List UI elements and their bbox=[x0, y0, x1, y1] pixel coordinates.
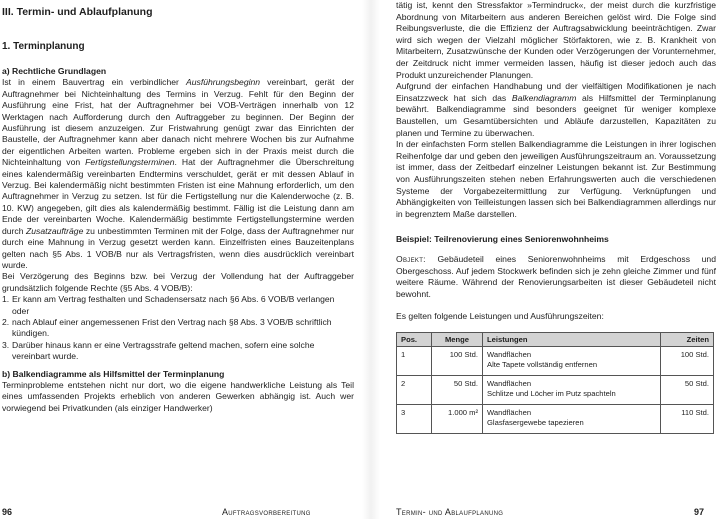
paragraph-object bbox=[396, 254, 716, 300]
rights-list bbox=[2, 294, 354, 362]
header-leistungen: Leistungen bbox=[483, 333, 661, 347]
table-row bbox=[397, 405, 714, 434]
table-row bbox=[397, 347, 714, 376]
leistung-title: Wandflächen bbox=[487, 408, 532, 418]
table-intro: Es gelten folgende Leistungen und Ausführungszeiten: bbox=[396, 310, 604, 321]
cell-zeiten: 110 Std. bbox=[661, 405, 714, 434]
header-pos: Pos. bbox=[397, 333, 432, 347]
section-heading: 1. Terminplanung bbox=[2, 41, 85, 52]
cell-zeiten: 50 Std. bbox=[661, 376, 714, 405]
page-number-left: 96 bbox=[2, 507, 13, 517]
running-title-right: Termin- und Ablaufplanung bbox=[396, 507, 504, 517]
subsection-a-heading: a) Rechtliche Grundlagen bbox=[2, 66, 107, 76]
cell-pos: 2 bbox=[397, 376, 432, 405]
list-text: Er kann am Vertrag festhalten und Schadensersatz nach §6 Abs. 6 VOB/B verlangen oder bbox=[12, 294, 335, 316]
paragraph-bar-chart-tool: Aufgrund der einfachen Handhabung und der vielfältigen Modifikationen je nach Einsatzzweck hat sich das Balkendiagramm als Hilfsmittel der Terminplanung bewährt. Balkendiagramme sind besonders geeignet für weniger komplexe Baustellen, um Gesamtübersichten und Abläufe darzustellen, Kapazitäten zu planen und Termine zu überwachen. bbox=[396, 81, 716, 138]
right-page bbox=[382, 0, 720, 519]
paragraph-bar-charts: Terminprobleme entstehen nicht nur dort, wo die eigene handwerkliche Leistung als Teil eines umfassenden Projekts erheblich von anderen Gewerken abhängig ist. Auch wer vorwiegend bei Privatkunden (als einziger Handwerker) bbox=[2, 379, 354, 413]
list-text: Darüber hinaus kann er eine Vertragsstrafe geltend machen, sofern eine solche vereinbart wurde. bbox=[12, 339, 315, 362]
list-item bbox=[2, 340, 354, 363]
object-label: Objekt: bbox=[396, 254, 426, 265]
header-menge: Menge bbox=[432, 333, 483, 347]
leistung-detail: Glasfasergewebe tapezieren bbox=[487, 417, 584, 427]
object-text: Gebäudeteil eines Seniorenwohnheims mit Erdgeschoss und Obergeschoss. Auf jedem Stockwerk befinden sich je zehn gleiche Zimmer und fünf weitere Räume. Während der Renovierungsarbeiten ist dieser Gebäudeteil nicht bewohnt. bbox=[396, 254, 716, 300]
list-number: 1. bbox=[2, 294, 10, 305]
cell-pos: 1 bbox=[397, 347, 432, 376]
cell-leistung bbox=[483, 376, 661, 405]
page-number-right: 97 bbox=[694, 507, 705, 517]
header-zeiten: Zeiten bbox=[661, 333, 714, 347]
cell-pos: 3 bbox=[397, 405, 432, 434]
page-fold bbox=[362, 0, 380, 519]
leistung-title: Wandflächen bbox=[487, 379, 532, 389]
table-row bbox=[397, 376, 714, 405]
leistung-detail: Schlitze und Löcher im Putz spachteln bbox=[487, 388, 616, 398]
paragraph-legal-basis: Ist in einem Bauvertrag ein verbindlicher Ausführungsbeginn vereinbart, gerät der Auftragnehmer bei Nichteinhaltung des Termins in Verzug. Fehlt für den Beginn der Ausführung eine Frist, hat der Auftragnehmer bei VOB-Verträgen innerhalb von 12 Werktagen nach Aufforderung durch den Auftraggeber zu beginnen. Der Beginn der Ausführung ist diesem anzuzeigen. Zur Fristwahrung genügt zwar das Einrichten der Baustelle, der Auftragnehmer kann aber danach nicht mehrere Wochen bis zur Aufnahme der eigentlichen Arbeiten warten. Probleme ergeben sich in der Praxis meist durch die Nichteinhaltung von Fertigstellungsterminen. Hat der Auftragnehmer die Überschreitung eines kalendermäßig vereinbarten Endtermins verschuldet, gerät er mit dessen Ablauf in Verzug. Bei kalendermäßig nicht bestimmten Fristen ist eine Mahnung erforderlich, um den Auftragnehmer in Verzug zu setzen. Ist für die Fertigstellung nur die Kalenderwoche (z. B. 10. KW) angegeben, gilt dies als kalendermäßig bestimmt. Fällig ist die Leistung dann am Ende der vereinbarten Woche. Kalendermäßig bestimmte Fertigstellungstermine werden durch Zusatzaufträge zu unbestimmten Terminen mit der Folge, dass der Auftragnehmer nur durch eine Mahnung in Verzug gesetzt werden kann. Einzelfristen eines Bauzeitenplans gelten nach §5 Abs. 1 VOB/B nur als Vertragsfristen, wenn dies ausdrücklich vereinbart wurde. bbox=[2, 77, 354, 270]
running-title-left: Auftragsvorbereitung bbox=[222, 507, 311, 517]
chapter-heading: III. Termin- und Ablaufplanung bbox=[2, 6, 153, 18]
paragraph-bar-chart-form: In der einfachsten Form stellen Balkendiagramme die Leistungen in ihrer logischen Reihenfolge dar und geben den jeweiligen Ausführungszeitraum an. Voraussetzung ist immer, dass der Zeitbedarf einzelner Leistungen bekannt ist. Zur Bestimmung von Ausführungszeiten stehen neben Erfahrungswerten auch die verschiedenen Systeme der Vorgabezeitermittlung zur Verfügung. Verknüpfungen und Abhängigkeiten von Teilleistungen lassen sich bei Balkendiagrammen allerdings nur in begrenztem Maße darstellen. bbox=[396, 139, 716, 219]
subsection-b-heading: b) Balkendiagramme als Hilfsmittel der Terminplanung bbox=[2, 368, 225, 379]
list-item bbox=[2, 317, 354, 340]
list-number: 2. bbox=[2, 316, 10, 327]
schedule-table bbox=[396, 332, 714, 434]
leistung-detail: Alte Tapete vollständig entfernen bbox=[487, 359, 598, 369]
example-title: Beispiel: Teilrenovierung eines Seniorenwohnheims bbox=[396, 234, 609, 245]
list-text: nach Ablauf einer angemessenen Frist den Vertrag nach §8 Abs. 3 VOB/B schriftlich kündigen. bbox=[12, 316, 332, 339]
cell-leistung bbox=[483, 405, 661, 434]
list-item bbox=[2, 294, 354, 317]
paragraph-rights-intro: Bei Verzögerung des Beginns bzw. bei Verzug der Vollendung hat der Auftraggeber grundsätzlich folgende Rechte (§5 Abs. 4 VOB/B): bbox=[2, 271, 354, 293]
list-number: 3. bbox=[2, 339, 10, 350]
paragraph-deadline-pressure: tätig ist, kennt den Stressfaktor »Termindruck«, der meist durch die kurzfristige Abordnung von Mitarbeitern aus anderen Bereichen gelöst wird. Die Folge sind Reibungsverluste, die die Effizienz der Auftragsabwicklung beeinträchtigen. Zwar wird sich wegen der Vielzahl möglicher Störfaktoren, wie z. B. Krankheit von Mitarbeitern, Zusatzwünsche der Kunden oder Verzögerungen der Vorunternehmer, der Zeitdruck nicht immer vermeiden lassen, häufig ist dieser jedoch auch das Produkt unzureichender Planungen. bbox=[396, 0, 716, 80]
table-header-row bbox=[397, 333, 714, 347]
cell-zeiten: 100 Std. bbox=[661, 347, 714, 376]
cell-menge: 50 Std. bbox=[432, 376, 483, 405]
leistung-title: Wandflächen bbox=[487, 350, 532, 360]
cell-menge: 1.000 m² bbox=[432, 405, 483, 434]
cell-menge: 100 Std. bbox=[432, 347, 483, 376]
cell-leistung bbox=[483, 347, 661, 376]
